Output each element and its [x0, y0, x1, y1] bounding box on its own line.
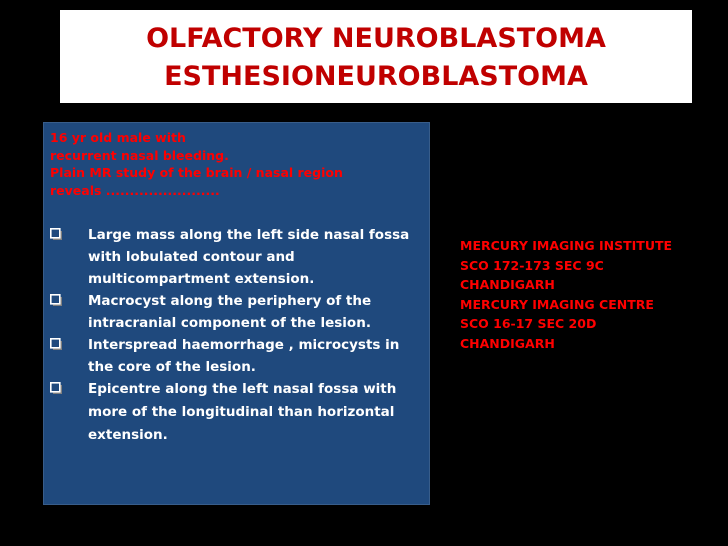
checkbox-bullet-icon	[50, 294, 63, 307]
case-intro	[50, 129, 425, 199]
address-line: CHANDIGARH	[460, 277, 555, 292]
case-intro-line: recurrent nasal bleeding.	[50, 147, 229, 163]
address-line: SCO 172-173 SEC 9C	[460, 257, 604, 273]
institute-address	[460, 236, 672, 353]
checkbox-bullet-icon	[50, 382, 63, 395]
finding-item	[50, 224, 425, 290]
finding-item	[50, 378, 425, 447]
address-line: MERCURY IMAGING CENTRE	[460, 296, 654, 312]
case-intro-line: Plain MR study of the brain / nasal region	[50, 165, 343, 180]
case-intro-line: 16 yr old male with	[50, 130, 186, 145]
address-line: SCO 16-17 SEC 20D	[460, 316, 597, 331]
finding-item	[50, 290, 425, 334]
finding-text: Macrocyst along the periphery of the intracranial component of the lesion.	[88, 293, 372, 331]
slide-title-box	[60, 10, 692, 103]
checkbox-bullet-icon	[50, 228, 63, 241]
checkbox-bullet-icon	[50, 338, 63, 351]
address-line: MERCURY IMAGING INSTITUTE	[460, 238, 673, 253]
finding-text: Large mass along the left side nasal fossa with lobulated contour and multicompartment extension.	[88, 227, 410, 287]
address-line: CHANDIGARH	[460, 335, 555, 351]
finding-text: Epicentre along the left nasal fossa with more of the longitudinal than horizontal extension.	[88, 381, 397, 443]
case-intro-line: reveals ........................	[50, 182, 220, 198]
findings-list	[50, 224, 425, 447]
case-description-panel	[43, 122, 430, 505]
finding-item	[50, 334, 425, 378]
slide-title-line-2: ESTHESIONEUROBLASTOMA	[164, 61, 588, 92]
slide-title-line-1: OLFACTORY NEUROBLASTOMA	[146, 23, 606, 54]
finding-text: Interspread haemorrhage , microcysts in the core of the lesion.	[88, 337, 400, 375]
